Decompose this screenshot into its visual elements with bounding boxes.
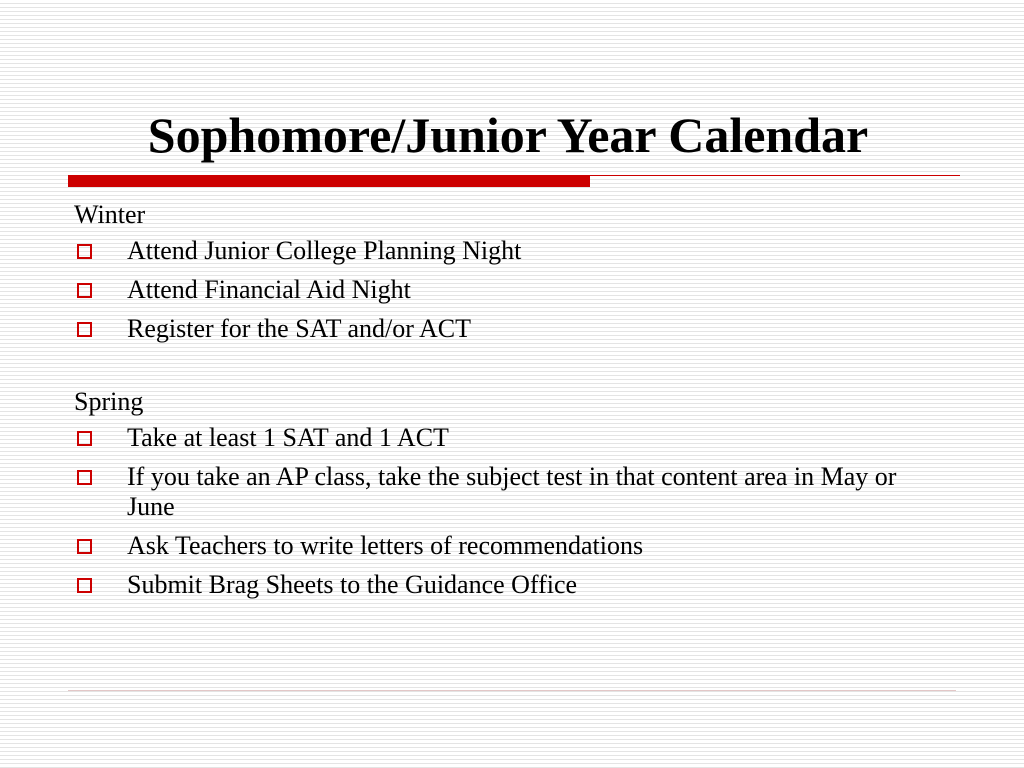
footer-divider	[68, 690, 956, 691]
list-item	[74, 236, 934, 266]
list-item-text: Attend Financial Aid Night	[127, 275, 411, 304]
list-item	[74, 570, 934, 600]
square-bullet-icon	[77, 283, 92, 298]
bullet-list	[74, 236, 934, 344]
section-spacer	[74, 344, 934, 385]
title-underline-thick	[68, 175, 590, 187]
list-item	[74, 314, 934, 344]
title-underline-thin	[590, 175, 960, 176]
bullet-list	[74, 423, 934, 600]
list-item-text: Attend Junior College Planning Night	[127, 236, 522, 265]
slide-title: Sophomore/Junior Year Calendar	[147, 107, 869, 163]
square-bullet-icon	[77, 322, 92, 337]
square-bullet-icon	[77, 431, 92, 446]
list-item	[74, 531, 934, 561]
list-item-text: Take at least 1 SAT and 1 ACT	[127, 423, 449, 452]
list-item	[74, 462, 934, 522]
square-bullet-icon	[77, 244, 92, 259]
square-bullet-icon	[77, 470, 92, 485]
section-winter	[74, 198, 934, 344]
section-heading: Winter	[74, 200, 146, 229]
square-bullet-icon	[77, 578, 92, 593]
section-heading: Spring	[74, 387, 144, 416]
list-item-text: If you take an AP class, take the subject test in that content area in May or June	[127, 462, 897, 521]
list-item-text: Ask Teachers to write letters of recommendations	[127, 531, 644, 560]
list-item	[74, 275, 934, 305]
square-bullet-icon	[77, 539, 92, 554]
slide-content	[74, 198, 934, 600]
section-spring	[74, 385, 934, 600]
list-item	[74, 423, 934, 453]
list-item-text: Submit Brag Sheets to the Guidance Office	[127, 570, 578, 599]
list-item-text: Register for the SAT and/or ACT	[127, 314, 471, 343]
